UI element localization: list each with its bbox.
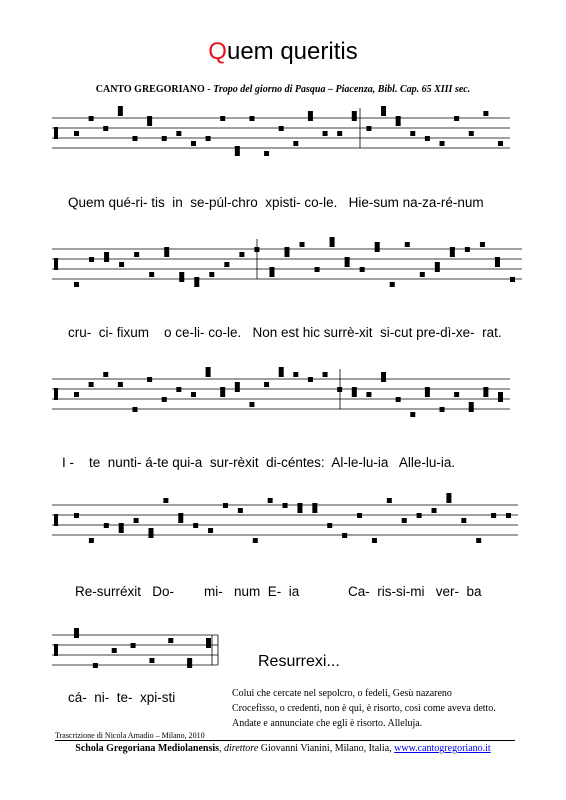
- note-neume: [269, 272, 274, 277]
- footer-org: Schola Gregoriana Mediolanensis: [75, 743, 220, 754]
- note-neume: [93, 663, 98, 668]
- note-neume: [163, 498, 168, 503]
- note-neume: [119, 262, 124, 267]
- note-neume: [164, 247, 169, 252]
- translation-line-2: Crocefisso, o credenti, non è qui, è risorto, così come aveva detto.: [232, 703, 496, 714]
- note-neume: [465, 247, 470, 252]
- note-neume: [131, 643, 136, 648]
- title-rest: uem queritis: [226, 38, 358, 65]
- note-neume: [345, 262, 350, 267]
- note-neume: [342, 533, 347, 538]
- note-neume: [235, 387, 240, 392]
- note-neume: [352, 387, 357, 392]
- note-neume: [187, 663, 192, 668]
- note-neume: [483, 111, 488, 116]
- note-neume: [179, 277, 184, 282]
- note-neume: [425, 387, 430, 392]
- note-neume: [74, 633, 79, 638]
- note-neume: [238, 508, 243, 513]
- lyric-line-2: cru- ci- fixum o ce-li- co-le. Non est hic surrè-xit si-cut pre-dì-xe- rat.: [68, 325, 502, 340]
- note-neume: [432, 508, 437, 513]
- note-neume: [440, 407, 445, 412]
- note-neume: [206, 372, 211, 377]
- note-neume: [506, 513, 511, 518]
- title-initial: Q: [208, 38, 227, 65]
- note-neume: [254, 247, 259, 252]
- note-neume: [293, 141, 298, 146]
- note-neume: [134, 252, 139, 257]
- note-neume: [164, 252, 169, 257]
- note-neume: [375, 242, 380, 247]
- footer: [0, 743, 566, 754]
- note-neume: [454, 116, 459, 121]
- note-neume: [417, 513, 422, 518]
- note-neume: [405, 242, 410, 247]
- note-neume: [264, 151, 269, 156]
- note-neume: [178, 513, 183, 518]
- note-neume: [119, 528, 124, 533]
- note-neume: [510, 277, 515, 282]
- note-neume: [118, 382, 123, 387]
- note-neume: [483, 392, 488, 397]
- note-neume: [149, 658, 154, 663]
- note-neume: [168, 638, 173, 643]
- note-neume: [312, 508, 317, 513]
- note-neume: [352, 111, 357, 116]
- note-neume: [147, 377, 152, 382]
- note-neume: [454, 392, 459, 397]
- note-neume: [396, 116, 401, 121]
- note-neume: [357, 513, 362, 518]
- translation-line-1: Colui che cercate nel sepolcro, o fedeli, Gesù nazareno: [232, 688, 452, 699]
- note-neume: [495, 262, 500, 267]
- note-neume: [435, 262, 440, 267]
- note-neume: [253, 538, 258, 543]
- note-neume: [498, 141, 503, 146]
- note-neume: [293, 372, 298, 377]
- note-neume: [352, 116, 357, 121]
- note-neume: [162, 136, 167, 141]
- note-neume: [476, 538, 481, 543]
- note-neume: [345, 257, 350, 262]
- note-neume: [104, 523, 109, 528]
- note-neume: [223, 503, 228, 508]
- note-neume: [495, 257, 500, 262]
- note-neume: [323, 372, 328, 377]
- note-neume: [235, 146, 240, 151]
- note-neume: [284, 247, 289, 252]
- note-neume: [112, 648, 117, 653]
- note-neume: [89, 382, 94, 387]
- note-neume: [176, 387, 181, 392]
- note-neume: [89, 538, 94, 543]
- note-neume: [134, 518, 139, 523]
- note-neume: [149, 272, 154, 277]
- footer-role: , direttore: [219, 743, 259, 754]
- note-neume: [461, 518, 466, 523]
- note-neume: [330, 237, 335, 242]
- note-neume: [162, 397, 167, 402]
- clef-icon: [54, 514, 58, 526]
- note-neume: [206, 367, 211, 372]
- note-neume: [89, 257, 94, 262]
- note-neume: [323, 131, 328, 136]
- note-neume: [239, 252, 244, 257]
- note-neume: [410, 131, 415, 136]
- note-neume: [327, 523, 332, 528]
- note-neume: [74, 513, 79, 518]
- note-neume: [220, 116, 225, 121]
- note-neume: [300, 242, 305, 247]
- note-neume: [194, 282, 199, 287]
- note-neume: [410, 412, 415, 417]
- note-neume: [279, 126, 284, 131]
- footer-text: Giovanni Vianini, Milano, Italia,: [258, 743, 395, 754]
- note-neume: [375, 247, 380, 252]
- note-neume: [176, 131, 181, 136]
- subtitle-italic: Tropo del giorno di Pasqua – Piacenza, Bibl. Cap. 65 XIII sec.: [213, 84, 471, 95]
- note-neume: [381, 377, 386, 382]
- note-neume: [283, 503, 288, 508]
- note-neume: [469, 402, 474, 407]
- note-neume: [194, 277, 199, 282]
- note-neume: [381, 372, 386, 377]
- note-neume: [119, 523, 124, 528]
- note-neume: [148, 528, 153, 533]
- note-neume: [352, 392, 357, 397]
- note-neume: [284, 252, 289, 257]
- note-neume: [480, 242, 485, 247]
- note-neume: [440, 141, 445, 146]
- note-neume: [206, 136, 211, 141]
- note-neume: [178, 518, 183, 523]
- note-neume: [268, 498, 273, 503]
- clef-icon: [54, 388, 58, 400]
- note-neume: [396, 121, 401, 126]
- transcription-credit: Trascrizione di Nicola Amadio – Milano, 2010: [55, 731, 205, 740]
- note-neume: [337, 131, 342, 136]
- note-neume: [179, 272, 184, 277]
- clef-icon: [54, 127, 58, 139]
- note-neume: [297, 503, 302, 508]
- clef-icon: [54, 644, 58, 656]
- note-neume: [446, 493, 451, 498]
- note-neume: [498, 392, 503, 397]
- lyric-line-5: cá- ni- te- xpi-sti: [68, 690, 176, 705]
- note-neume: [308, 377, 313, 382]
- translation-line-3: Andate e annunciate che egli è risorto. Alleluja.: [232, 718, 423, 729]
- note-neume: [206, 638, 211, 643]
- note-neume: [387, 498, 392, 503]
- note-neume: [337, 387, 342, 392]
- note-neume: [235, 151, 240, 156]
- note-neume: [103, 126, 108, 131]
- note-neume: [402, 518, 407, 523]
- note-neume: [390, 282, 395, 287]
- note-neume: [435, 267, 440, 272]
- note-neume: [249, 116, 254, 121]
- note-neume: [220, 387, 225, 392]
- note-neume: [498, 397, 503, 402]
- note-neume: [360, 267, 365, 272]
- note-neume: [396, 397, 401, 402]
- note-neume: [74, 628, 79, 633]
- note-neume: [187, 658, 192, 663]
- note-neume: [330, 242, 335, 247]
- note-neume: [147, 116, 152, 121]
- note-neume: [269, 267, 274, 272]
- note-neume: [209, 272, 214, 277]
- note-neume: [118, 111, 123, 116]
- note-neume: [193, 523, 198, 528]
- lyric-line-3: I - te nunti- á-te qui-a sur-rèxit di-céntes: Al-le-lu-ia Alle-lu-ia.: [62, 455, 456, 470]
- note-neume: [74, 131, 79, 136]
- note-neume: [308, 116, 313, 121]
- note-neume: [381, 111, 386, 116]
- note-neume: [279, 372, 284, 377]
- note-neume: [220, 392, 225, 397]
- clef-icon: [54, 258, 58, 270]
- note-neume: [450, 247, 455, 252]
- note-neume: [446, 498, 451, 503]
- note-neume: [148, 533, 153, 538]
- note-neume: [450, 252, 455, 257]
- note-neume: [425, 136, 430, 141]
- note-neume: [235, 382, 240, 387]
- note-neume: [366, 126, 371, 131]
- note-neume: [279, 367, 284, 372]
- note-neume: [491, 513, 496, 518]
- note-neume: [224, 262, 229, 267]
- note-neume: [483, 387, 488, 392]
- note-neume: [206, 643, 211, 648]
- note-neume: [420, 272, 425, 277]
- note-neume: [118, 106, 123, 111]
- note-neume: [469, 407, 474, 412]
- note-neume: [191, 141, 196, 146]
- note-neume: [132, 407, 137, 412]
- note-neume: [104, 252, 109, 257]
- note-neume: [132, 136, 137, 141]
- note-neume: [191, 392, 196, 397]
- lyric-line-1: Quem qué-ri- tis in se-púl-chro xpisti- co-le. Hie-sum na-za-ré-num: [68, 195, 484, 210]
- note-neume: [469, 131, 474, 136]
- note-neume: [297, 508, 302, 513]
- note-neume: [381, 106, 386, 111]
- note-neume: [264, 382, 269, 387]
- note-neume: [147, 121, 152, 126]
- note-neume: [89, 116, 94, 121]
- resurrexi-label: Resurrexi...: [258, 653, 340, 670]
- note-neume: [208, 528, 213, 533]
- note-neume: [104, 257, 109, 262]
- note-neume: [74, 392, 79, 397]
- note-neume: [366, 392, 371, 397]
- note-neume: [372, 538, 377, 543]
- note-neume: [308, 111, 313, 116]
- subtitle-bold: CANTO GREGORIANO -: [95, 84, 214, 95]
- note-neume: [249, 402, 254, 407]
- note-neume: [315, 267, 320, 272]
- footer-divider: [55, 740, 515, 741]
- note-neume: [74, 282, 79, 287]
- footer-link[interactable]: www.cantogregoriano.it: [394, 743, 491, 754]
- note-neume: [312, 503, 317, 508]
- lyric-line-4: Re-surréxit Do- mi- num E- ia Ca- ris-si-mi ver- ba: [75, 584, 482, 599]
- note-neume: [425, 392, 430, 397]
- note-neume: [103, 372, 108, 377]
